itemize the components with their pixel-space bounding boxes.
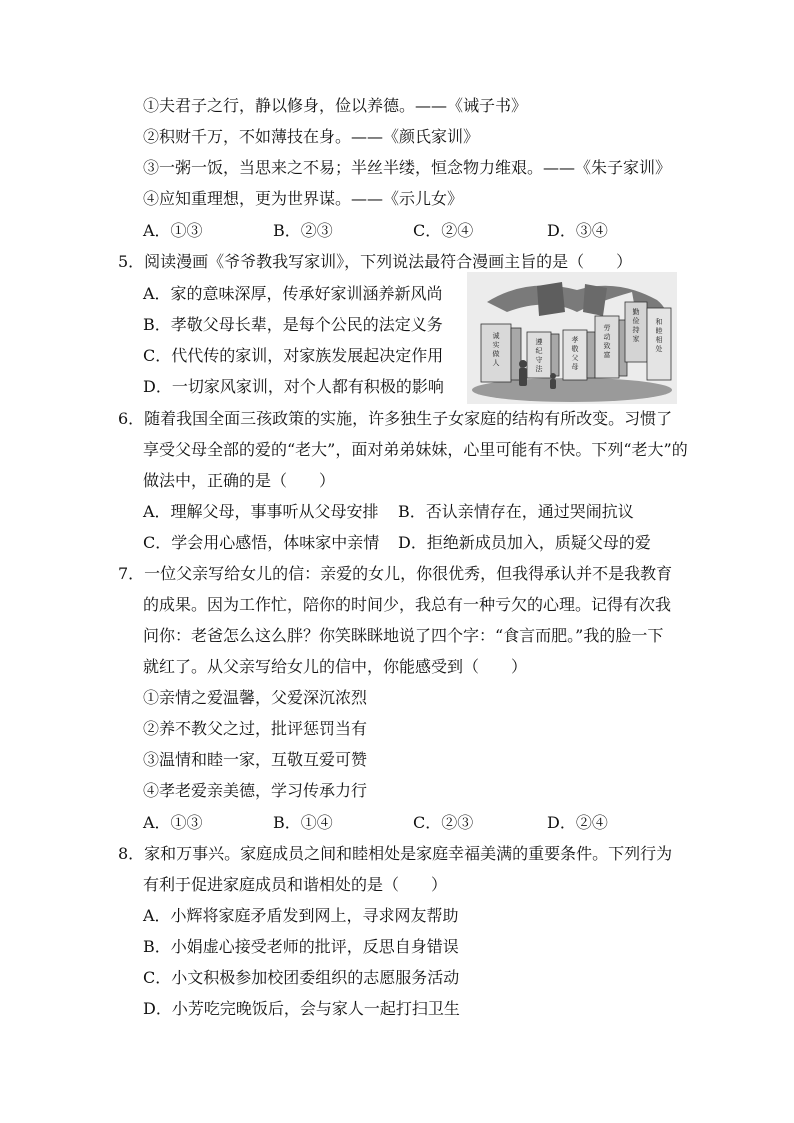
q7-stem-line-1: 7．一位父亲写给女儿的信：亲爱的女儿，你很优秀，但我得承认并不是我教育 [118,564,673,583]
q4-option-b: B．②③ [273,221,333,240]
q5-option-b: B．孝敬父母长辈，是每个公民的法定义务 [143,315,443,334]
cartoon-label-1: 诚实做人 [492,332,500,367]
q7-item-2: ②养不教父之过，批评惩罚当有 [143,719,368,738]
q4-options [143,220,683,242]
q5-option-d: D．一切家风家训，对个人都有积极的影响 [143,377,444,396]
q4-option-a: A．①③ [143,221,203,240]
q6-option-d: D．拒绝新成员加入，质疑父母的爱 [398,533,651,552]
q4-item-4: ④应知重理想，更为世界谋。——《示儿女》 [143,189,464,208]
q8-stem-line-1: 8．家和万事兴。家庭成员之间和睦相处是家庭幸福美满的重要条件。下列行为 [118,844,673,863]
q4-item-2: ②积财千万，不如薄技在身。——《颜氏家训》 [143,127,480,146]
q5-option-a: A．家的意味深厚，传承好家训涵养新风尚 [143,284,443,303]
q7-stem-line-4: 就红了。从父亲写给女儿的信中，你能感受到（ ） [143,657,528,676]
q7-option-b: B．①④ [273,813,333,832]
q7-stem-line-2: 的成果。因为工作忙，陪你的时间少，我总有一种亏欠的心理。记得有次我 [143,595,672,614]
q5-option-c: C．代代传的家训，对家族发展起决定作用 [143,346,444,365]
cartoon-label-4: 劳动致富 [603,324,611,359]
q6-stem-line-2: 享受父母全部的爱的“老大”，面对弟弟妹妹，心里可能有不快。下列“老大”的 [143,440,688,459]
q8-option-d: D．小芳吃完晚饭后，会与家人一起打扫卫生 [143,999,460,1018]
q8-option-b: B．小娟虚心接受老师的批评，反思自身错误 [143,937,459,956]
q8-option-c: C．小文积极参加校团委组织的志愿服务活动 [143,968,460,987]
q4-option-d: D．③④ [547,221,608,240]
q7-item-3: ③温情和睦一家，互敬互爱可赞 [143,750,368,769]
q7-option-a: A．①③ [143,813,203,832]
q7-item-4: ④孝老爱亲美德，学习传承力行 [143,781,368,800]
cartoon-label-6: 和睦相处 [655,318,663,353]
q6-option-a: A．理解父母，事事听从父母安排 [143,502,379,521]
q4-option-c: C．②④ [413,221,474,240]
cartoon-grandpa-family-motto-image [467,272,677,404]
q7-stem-line-3: 问你：老爸怎么这么胖？你笑眯眯地说了四个字：“食言而肥。”我的脸一下 [143,626,664,645]
cartoon-label-3: 孝敬父母 [571,336,579,371]
q8-stem-line-2: 有利于促进家庭成员和谐相处的是（ ） [143,875,448,894]
q4-item-3: ③一粥一饭，当思来之不易；半丝半缕，恒念物力维艰。——《朱子家训》 [143,158,672,177]
cartoon-label-2: 遵纪守法 [535,338,543,373]
q7-option-c: C．②③ [413,813,474,832]
q6-options-row-1 [143,501,634,523]
q6-option-b: B．否认亲情存在，通过哭闹抗议 [398,502,634,521]
q7-option-d: D．②④ [547,813,608,832]
q6-options-row-2 [143,532,651,554]
q4-item-1: ①夫君子之行，静以修身，俭以养德。——《诫子书》 [143,96,528,115]
q8-option-a: A．小辉将家庭矛盾发到网上，寻求网友帮助 [143,906,459,925]
q6-stem-line-1: 6．随着我国全面三孩政策的实施，许多独生子女家庭的结构有所改变。习惯了 [118,409,673,428]
q7-options [143,812,683,834]
cartoon-label-5: 勤俭持家 [632,308,640,343]
q6-option-c: C．学会用心感悟，体味家中亲情 [143,533,380,552]
q5-stem: 5．阅读漫画《爷爷教我写家训》，下列说法最符合漫画主旨的是（ ） [118,252,633,271]
q7-item-1: ①亲情之爱温馨，父爱深沉浓烈 [143,688,368,707]
q6-stem-line-3: 做法中，正确的是（ ） [143,471,336,490]
